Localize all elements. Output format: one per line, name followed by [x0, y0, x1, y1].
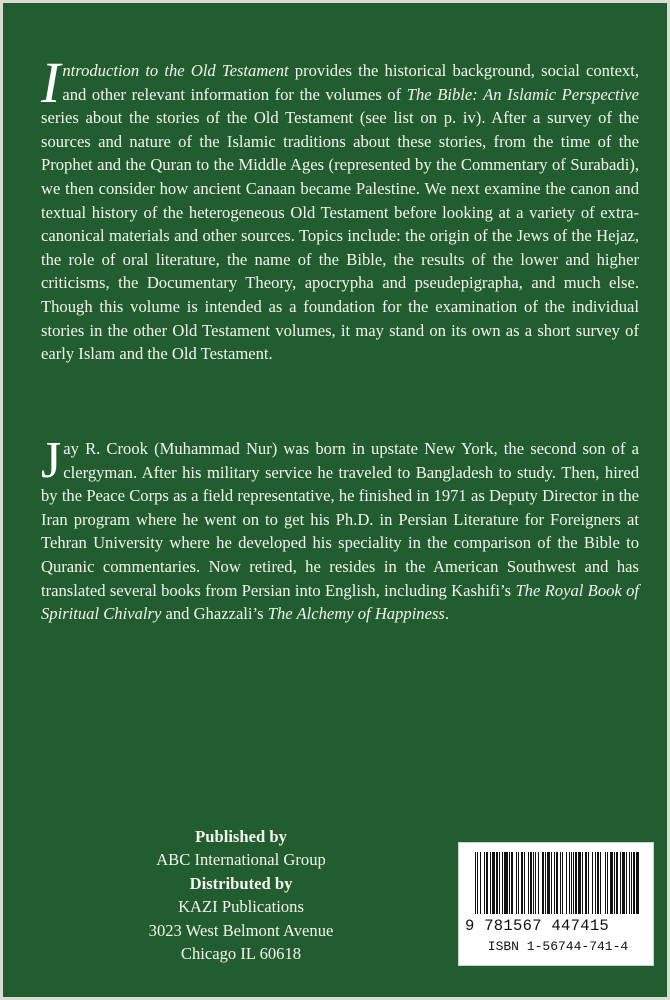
barcode-bar	[524, 852, 525, 914]
barcode-bar	[480, 852, 481, 914]
barcode-bar	[504, 852, 508, 914]
barcode-bar	[530, 852, 532, 914]
barcode-bar	[566, 852, 567, 914]
barcode-bar	[633, 852, 635, 914]
distributor-name: KAZI Publications	[178, 897, 304, 917]
bio-text-end: .	[444, 604, 450, 624]
barcode-bar	[610, 852, 613, 914]
barcode-bar	[582, 852, 583, 914]
translated-book-title: The Alchemy of Happiness	[267, 604, 445, 624]
book-description	[41, 50, 639, 366]
bio-text: ay R. Crook (Muhammad Nur) was born in upstate New York, the second son of a clergyman. After his military service he traveled to Bangladesh to study. Then, hired by the Peace Corps as a field representative, he finished in 1971 as Deputy Director in the Iran program where he went on to get his Ph.D. in Persian Literature for Foreigners at Tehran University where he developed his speciality in the comparison of the Bible to Quranic commentaries. Now retired, he resides in the American Southwest and has translated several books from Persian into English, including Kashifi’s	[41, 439, 639, 600]
barcode-bar	[502, 852, 503, 914]
barcode-bars	[469, 852, 645, 916]
distributor-city: Chicago IL 60618	[180, 944, 302, 964]
barcode-bar	[597, 852, 599, 914]
barcode-bar	[521, 852, 523, 914]
barcode-bar	[511, 852, 513, 914]
barcode-bar	[477, 852, 478, 914]
drop-cap-letter: J	[41, 432, 62, 489]
distributed-by-label: Distributed by	[189, 873, 293, 893]
publisher-imprint	[141, 825, 341, 965]
distributor-street: 3023 West Belmont Avenue	[148, 920, 334, 940]
barcode-bar	[595, 852, 596, 914]
barcode-bar	[554, 852, 555, 914]
barcode-bar	[535, 852, 536, 914]
barcode-bar	[509, 852, 510, 914]
barcode-bar	[562, 852, 563, 914]
isbn-label: ISBN 1-56744-741-4	[487, 939, 629, 954]
author-biography	[41, 432, 640, 626]
book-title-italic: ntroduction to the Old Testament	[62, 61, 289, 80]
barcode-bar	[626, 852, 627, 914]
drop-cap-letter: I	[41, 50, 61, 115]
barcode-bar	[542, 852, 544, 914]
barcode-bar	[486, 852, 488, 914]
barcode-bar	[629, 852, 630, 914]
barcode-bar	[551, 852, 552, 914]
bio-text-connector: and Ghazzali’s	[161, 604, 268, 624]
barcode-bar	[556, 852, 558, 914]
barcode-digits: 9 781567 447415	[465, 917, 610, 935]
barcode-bar	[585, 852, 587, 914]
barcode-bar	[475, 852, 476, 914]
barcode-bar	[578, 852, 581, 914]
barcode-panel	[458, 842, 654, 966]
barcode-bar	[605, 852, 606, 914]
barcode-bar	[600, 852, 601, 914]
translated-book-title: The Royal Book of Spiritual Chivalry	[41, 580, 640, 624]
barcode-bar	[518, 852, 519, 914]
barcode-bar	[616, 852, 618, 914]
barcode-bar	[614, 852, 615, 914]
barcode-bar	[484, 852, 485, 914]
barcode-bar	[569, 852, 570, 914]
barcode-bar	[533, 852, 534, 914]
barcode-bar	[499, 852, 500, 914]
barcode-bar	[547, 852, 550, 914]
barcode-bar	[607, 852, 608, 914]
barcode-bar	[528, 852, 529, 914]
barcode-bar	[545, 852, 546, 914]
barcode-bar	[490, 852, 491, 914]
barcode-bar	[538, 852, 539, 914]
barcode-bar	[622, 852, 625, 914]
barcode-bar	[620, 852, 621, 914]
barcode-bar	[492, 852, 495, 914]
barcode-bar	[592, 852, 593, 914]
barcode-bar	[575, 852, 577, 914]
barcode-bar	[631, 852, 632, 914]
barcode-bar	[588, 852, 589, 914]
description-text: provides the historical background, social context, and other relevant information for the volumes of	[62, 61, 639, 104]
barcode-bar	[496, 852, 498, 914]
barcode-bar	[571, 852, 572, 914]
publisher-name: ABC International Group	[156, 850, 326, 870]
series-title-italic: The Bible: An Islamic Perspective	[406, 84, 639, 104]
description-text-continued: series about the stories of the Old Testament (see list on p. iv). After a survey of the sources and nature of the Islamic traditions about these stories, from the time of the Prophet and the Quran to the Middle Ages (represented by the Commentary of Surabadi), we then consider how ancient Canaan became Palestine. We next examine the canon and textual history of the heterogeneous Old Testament before looking at a variety of extra-canonical materials and other sources. Topics include: the origin of the Jews of the Hejaz, the role of oral literature, the name of the Bible, the results of the lower and higher criticisms, the Documentary Theory, apocrypha and pseudepigrapha, and much else. Though this volume is intended as a foundation for the examination of the individual stories in the other Old Testament volumes, it may stand on its own as a short survey of early Islam and the Old Testament.	[41, 108, 639, 364]
barcode-bar	[516, 852, 517, 914]
barcode-bar	[573, 852, 574, 914]
barcode-bar	[560, 852, 561, 914]
barcode-bar	[636, 852, 639, 914]
published-by-label: Published by	[195, 827, 287, 846]
